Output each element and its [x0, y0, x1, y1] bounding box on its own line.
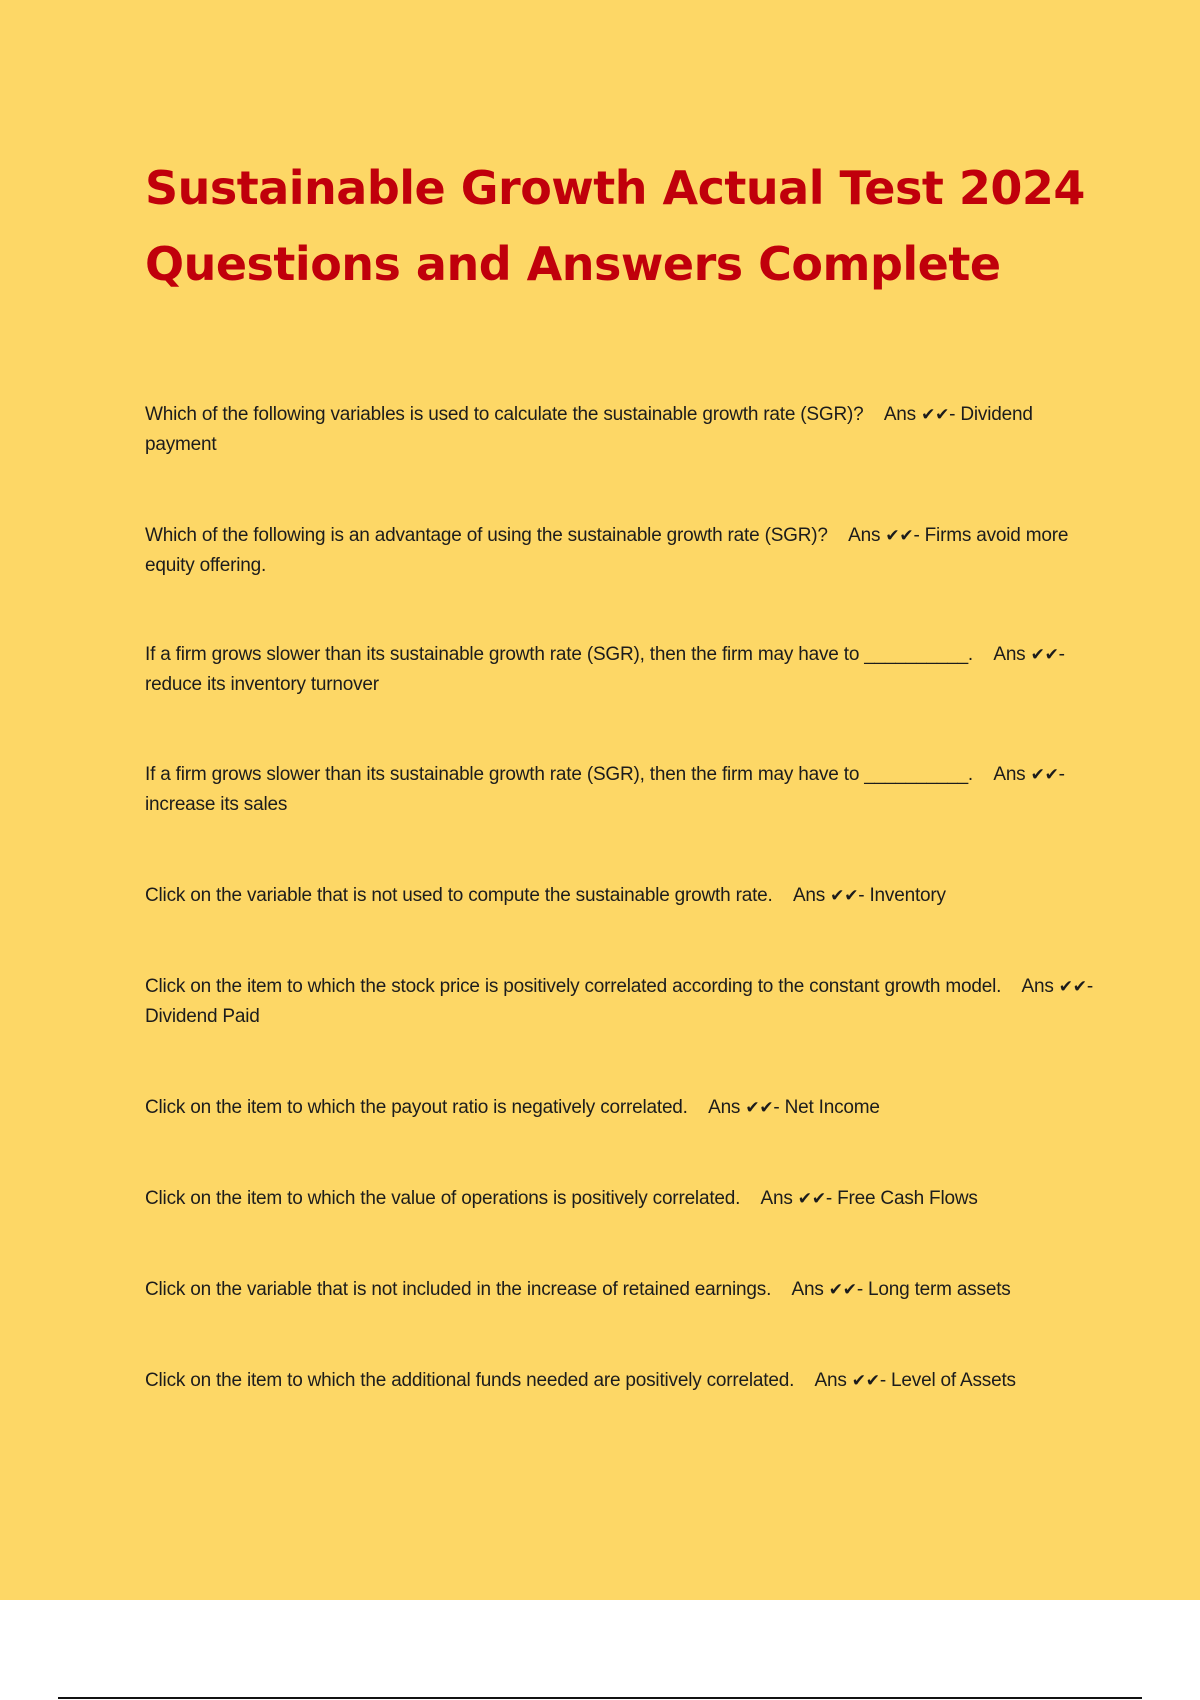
answer-text: - Net Income [773, 1097, 880, 1118]
question-text: Click on the item to which the stock price is positively correlated according to the constant growth model. [145, 976, 1002, 997]
qa-item [145, 400, 1095, 459]
qa-item [145, 640, 1095, 699]
question-text: If a firm grows slower than its sustainable growth rate (SGR), then the firm may have to __________. [145, 764, 974, 785]
check-marks-icon: ✔✔ [830, 886, 859, 906]
answer-text: - increase its sales [145, 764, 1065, 815]
check-marks-icon: ✔✔ [745, 1098, 774, 1118]
answer-text: - Dividend payment [145, 404, 1033, 455]
qa-item [145, 1184, 1095, 1214]
answer-label: Ans [848, 525, 881, 546]
answer-text: - Long term assets [856, 1279, 1011, 1300]
question-text: If a firm grows slower than its sustainable growth rate (SGR), then the firm may have to __________. [145, 644, 974, 665]
answer-label: Ans [993, 644, 1026, 665]
check-marks-icon: ✔✔ [885, 526, 914, 546]
question-text: Which of the following variables is used to calculate the sustainable growth rate (SGR)? [145, 404, 864, 425]
question-text: Click on the item to which the value of operations is positively correlated. [145, 1188, 741, 1209]
question-text: Which of the following is an advantage of using the sustainable growth rate (SGR)? [145, 525, 828, 546]
answer-label: Ans [1021, 976, 1054, 997]
answer-text: - Free Cash Flows [825, 1188, 978, 1209]
question-text: Click on the item to which the payout ratio is negatively correlated. [145, 1097, 688, 1118]
answer-label: Ans [708, 1097, 741, 1118]
check-marks-icon: ✔✔ [1030, 765, 1059, 785]
answer-label: Ans [993, 764, 1026, 785]
check-marks-icon: ✔✔ [797, 1189, 826, 1209]
answer-label: Ans [791, 1279, 824, 1300]
qa-item [145, 1366, 1095, 1396]
footer-divider [58, 1697, 1142, 1699]
qa-item [145, 972, 1095, 1031]
answer-text: - Level of Assets [879, 1370, 1016, 1391]
answer-text: - Dividend Paid [145, 976, 1093, 1027]
answer-label: Ans [760, 1188, 793, 1209]
qa-item [145, 1275, 1095, 1305]
check-marks-icon: ✔✔ [1030, 645, 1059, 665]
check-marks-icon: ✔✔ [851, 1371, 880, 1391]
qa-item [145, 881, 1095, 911]
question-text: Click on the item to which the additional funds needed are positively correlated. [145, 1370, 795, 1391]
qa-item [145, 1093, 1095, 1123]
answer-text: - Firms avoid more equity offering. [145, 525, 1069, 576]
check-marks-icon: ✔✔ [921, 405, 950, 425]
check-marks-icon: ✔✔ [828, 1280, 857, 1300]
answer-label: Ans [883, 404, 916, 425]
qa-item [145, 521, 1095, 580]
question-text: Click on the variable that is not included in the increase of retained earnings. [145, 1279, 772, 1300]
check-marks-icon: ✔✔ [1058, 977, 1087, 997]
qa-item [145, 760, 1095, 819]
answer-text: - Inventory [858, 885, 946, 906]
document-title: Sustainable Growth Actual Test 2024 Questions and Answers Complete [145, 161, 1085, 291]
answer-text: - reduce its inventory turnover [145, 644, 1065, 695]
question-text: Click on the variable that is not used to compute the sustainable growth rate. [145, 885, 773, 906]
answer-label: Ans [792, 885, 826, 906]
answer-label: Ans [814, 1370, 847, 1391]
